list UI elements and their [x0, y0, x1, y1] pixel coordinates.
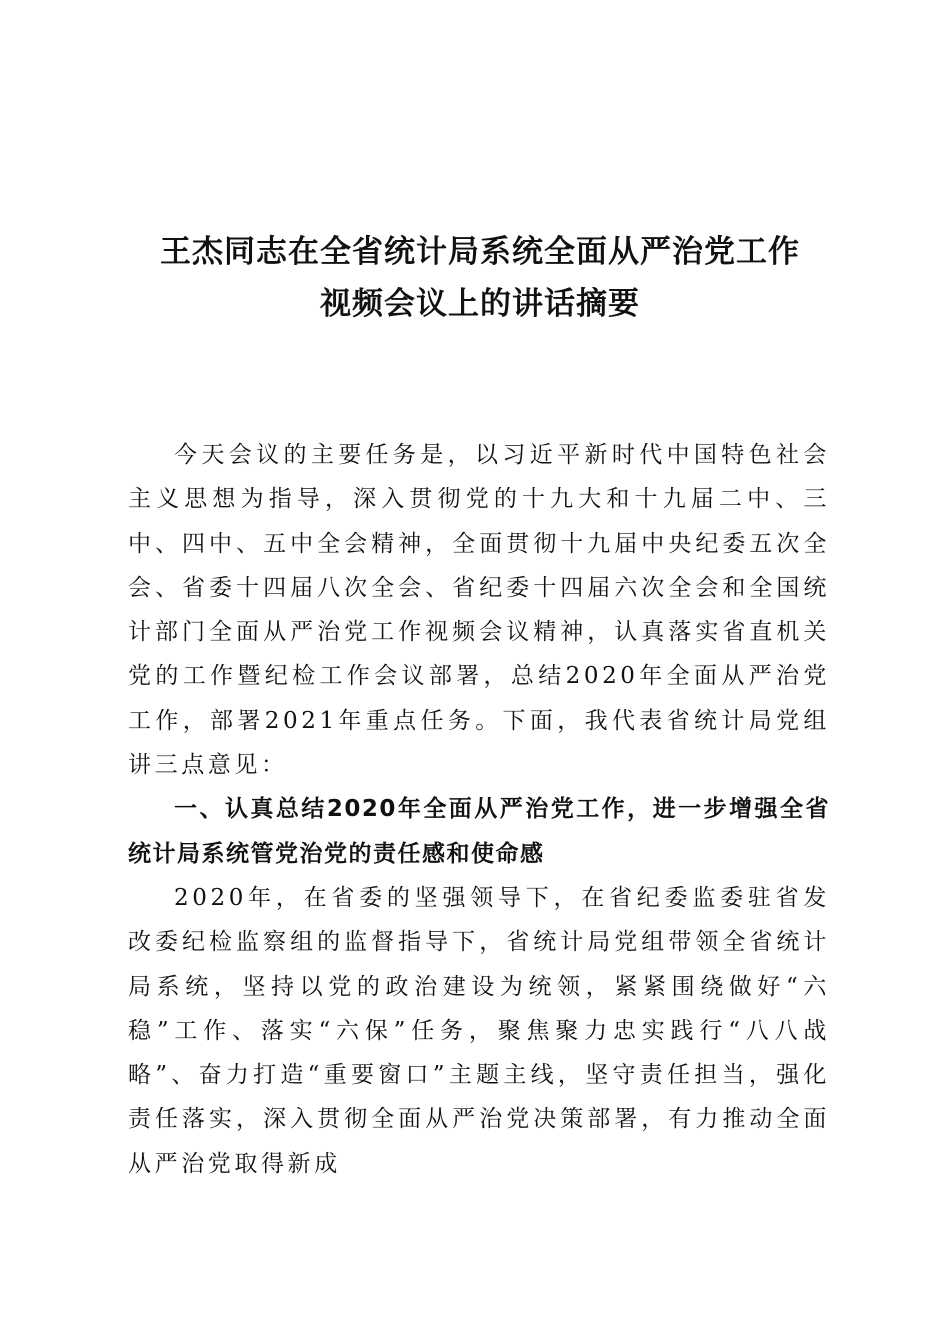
section-1-paragraph: 2020年，在省委的坚强领导下，在省纪委监委驻省发改委纪检监察组的监督指导下，省统计局党组带领全省统计局系统，坚持以党的政治建设为统领，紧紧围绕做好“六稳”工作、落实“六保”任务，聚焦聚力忠实践行“八八战略”、奋力打造“重要窗口”主题主线，坚守责任担当，强化责任落实，深入贯彻全面从严治党决策部署，有力推动全面从严治党取得新成 — [128, 884, 830, 1177]
document-body — [128, 433, 830, 1186]
title-line-2: 视频会议上的讲话摘要 — [320, 286, 640, 322]
title-line-1: 王杰同志在全省统计局系统全面从严治党工作 — [160, 234, 800, 270]
section-1-heading: 一、认真总结2020年全面从严治党工作，进一步增强全省统计局系统管党治党的责任感和使命感 — [128, 796, 830, 867]
document-title — [110, 226, 850, 330]
intro-paragraph: 今天会议的主要任务是，以习近平新时代中国特色社会主义思想为指导，深入贯彻党的十九大和十九届二中、三中、四中、五中全会精神，全面贯彻十九届中央纪委五次全会、省委十四届八次全会、省纪委十四届六次全会和全国统计部门全面从严治党工作视频会议精神，认真落实省直机关党的工作暨纪检工作会议部署，总结2020年全面从严治党工作，部署2021年重点任务。下面，我代表省统计局党组讲三点意见： — [128, 442, 830, 779]
